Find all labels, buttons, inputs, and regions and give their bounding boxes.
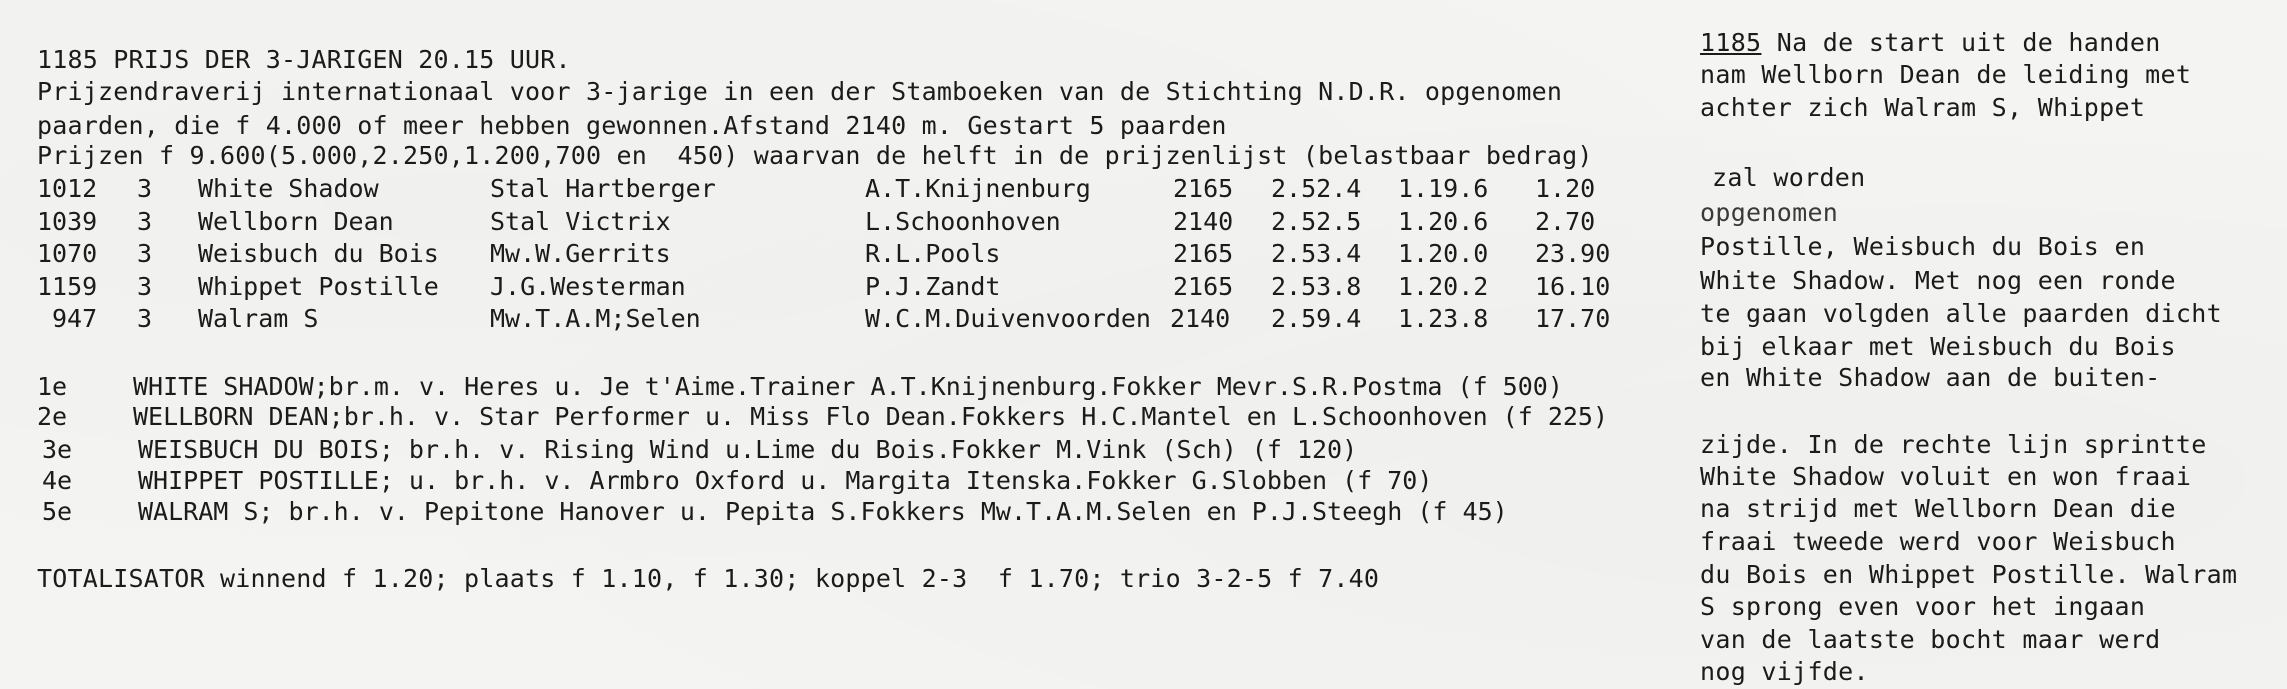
entry-time: 2.52.5 [1271, 207, 1362, 236]
report-line [1700, 28, 2161, 58]
entry-owner: Stal Victrix [490, 207, 671, 236]
race-prizes-line: Prijzen f 9.600(5.000,2.250,1.200,700 en 450) waarvan de helft in de prijzenlijst (belastbaar bedrag) [37, 141, 1593, 170]
entry-number: 1039 [37, 207, 98, 236]
result-text: WHIPPET POSTILLE; u. br.h. v. Armbro Oxford u. Margita Itenska.Fokker G.Slobben (f 70) [138, 466, 1433, 495]
result-place: 1e [37, 372, 68, 401]
entry-number: 1070 [37, 239, 98, 268]
entry-horse: White Shadow [198, 174, 379, 203]
entry-odds: 17.70 [1535, 304, 1611, 333]
entry-driver: A.T.Knijnenburg [865, 174, 1091, 203]
entry-driver: P.J.Zandt [865, 272, 1001, 301]
result-text: WEISBUCH DU BOIS; br.h. v. Rising Wind u.Lime du Bois.Fokker M.Vink (Sch) (f 120) [138, 435, 1358, 464]
result-place: 2e [37, 402, 68, 431]
entry-time: 2.53.8 [1271, 272, 1362, 301]
report-line: nam Wellborn Dean de leiding met [1700, 60, 2192, 89]
race-description-line-1: Prijzendraverij internationaal voor 3-jarige in een der Stamboeken van de Stichting N.D.R. opgenomen [37, 77, 1563, 106]
entry-km-time: 1.19.6 [1398, 174, 1489, 203]
entry-distance: 2140 [1170, 304, 1231, 333]
entry-driver: R.L.Pools [865, 239, 1001, 268]
entry-horse: Whippet Postille [198, 272, 439, 301]
entry-age: 3 [137, 272, 153, 301]
report-line: du Bois en Whippet Postille. Walram [1700, 560, 2238, 589]
entry-horse: Wellborn Dean [198, 207, 394, 236]
report-line: bij elkaar met Weisbuch du Bois [1700, 332, 2176, 361]
result-place: 5e [42, 497, 73, 526]
entry-age: 3 [137, 207, 153, 236]
entry-km-time: 1.20.2 [1398, 272, 1489, 301]
race-title: 1185 PRIJS DER 3-JARIGEN 20.15 UUR. [37, 45, 571, 74]
report-race-number: 1185 [1700, 28, 1762, 57]
entry-age: 3 [137, 174, 153, 203]
result-text: WALRAM S; br.h. v. Pepitone Hanover u. Pepita S.Fokkers Mw.T.A.M.Selen en P.J.Steegh (f 45) [138, 497, 1508, 526]
entry-odds: 1.20 [1535, 174, 1596, 203]
entry-driver: W.C.M.Duivenvoorden [865, 304, 1151, 333]
totalisator-line: TOTALISATOR winnend f 1.20; plaats f 1.10, f 1.30; koppel 2-3 f 1.70; trio 3-2-5 f 7.40 [37, 564, 1380, 593]
report-line: nog vijfde. [1700, 657, 1869, 686]
entry-owner: J.G.Westerman [490, 272, 686, 301]
entry-owner: Mw.T.A.M;Selen [490, 304, 701, 333]
entry-distance: 2165 [1173, 174, 1234, 203]
entry-distance: 2140 [1173, 207, 1234, 236]
entry-number: 1159 [37, 272, 98, 301]
report-line: achter zich Walram S, Whippet [1700, 93, 2146, 122]
entry-km-time: 1.20.0 [1398, 239, 1489, 268]
report-line: na strijd met Wellborn Dean die [1700, 494, 2176, 523]
entry-odds: 16.10 [1535, 272, 1611, 301]
report-line: fraai tweede werd voor Weisbuch [1700, 527, 2176, 556]
entry-age: 3 [137, 239, 153, 268]
entry-horse: Weisbuch du Bois [198, 239, 439, 268]
entry-time: 2.53.4 [1271, 239, 1362, 268]
entry-driver: L.Schoonhoven [865, 207, 1061, 236]
report-first-line: Na de start uit de handen [1761, 28, 2161, 57]
entry-distance: 2165 [1173, 272, 1234, 301]
race-description-line-2: paarden, die f 4.000 of meer hebben gewonnen.Afstand 2140 m. Gestart 5 paarden [37, 111, 1227, 140]
report-line: zal worden [1712, 163, 1866, 192]
result-text: WHITE SHADOW;br.m. v. Heres u. Je t'Aime.Trainer A.T.Knijnenburg.Fokker Mevr.S.R.Postma (f 500) [133, 372, 1563, 401]
entry-number: 947 [52, 304, 98, 333]
entry-owner: Mw.W.Gerrits [490, 239, 671, 268]
entry-age: 3 [137, 304, 153, 333]
result-text: WELLBORN DEAN;br.h. v. Star Performer u. Miss Flo Dean.Fokkers H.C.Mantel en L.Schoonhoven (f 225) [133, 402, 1609, 431]
entry-odds: 2.70 [1535, 207, 1596, 236]
report-line: opgenomen [1700, 198, 1839, 227]
entry-odds: 23.90 [1535, 239, 1611, 268]
entry-time: 2.59.4 [1271, 304, 1362, 333]
entry-owner: Stal Hartberger [490, 174, 716, 203]
entry-km-time: 1.23.8 [1398, 304, 1489, 333]
report-line: Postille, Weisbuch du Bois en [1700, 232, 2146, 261]
report-line: zijde. In de rechte lijn sprintte [1700, 430, 2207, 459]
report-line: White Shadow. Met nog een ronde [1700, 266, 2176, 295]
entry-km-time: 1.20.6 [1398, 207, 1489, 236]
result-place: 3e [42, 435, 73, 464]
entry-time: 2.52.4 [1271, 174, 1362, 203]
report-line: van de laatste bocht maar werd [1700, 625, 2161, 654]
report-line: White Shadow voluit en won fraai [1700, 462, 2192, 491]
entry-number: 1012 [37, 174, 98, 203]
entry-distance: 2165 [1173, 239, 1234, 268]
report-line: te gaan volgden alle paarden dicht [1700, 299, 2222, 328]
report-line: S sprong even voor het ingaan [1700, 592, 2146, 621]
entry-horse: Walram S [198, 304, 319, 333]
result-place: 4e [42, 466, 73, 495]
report-line: en White Shadow aan de buiten- [1700, 363, 2161, 392]
